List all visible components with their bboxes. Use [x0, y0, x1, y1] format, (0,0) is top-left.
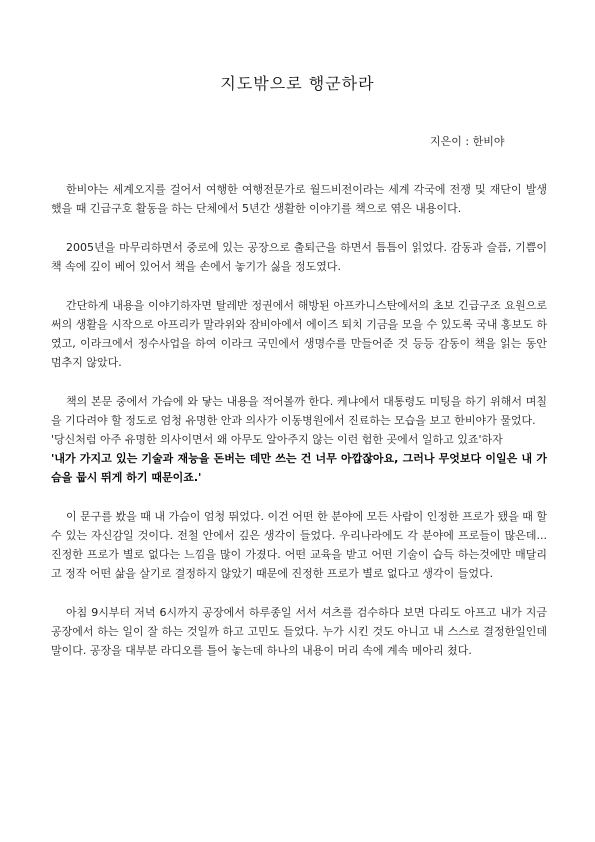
paragraph-reading: 2005년을 마무리하면서 중로에 있는 공장으로 출퇴근을 하면서 틈틈이 읽었다. 감동과 슬픔, 기쁨이 책 속에 깊이 베어 있어서 책을 손에서 놓기가 싫을 정도였다. [51, 241, 547, 273]
paragraph-question: '당신처럼 아주 유명한 의사이면서 왜 아무도 알아주지 않는 이런 험한 곳에서 일하고 있죠'하자 [51, 433, 503, 446]
document-title: 지도밖으로 행군하라 [220, 74, 375, 93]
document-body [51, 180, 547, 660]
paragraph-factory: 아침 9시부터 저녁 6시까지 공장에서 하루종일 서서 셔츠를 검수하다 보면 다리도 아프고 내가 지금 공장에서 하는 일이 잘 하는 것일까 하고 고민도 들었다. 누가 시킨 것도 아니고 내 스스로 결정한일인데 말이다. 공장을 대부분 라디오를 틀어 놓는데 하나의 내용이 머리 속에 계속 메아리 쳤다. [51, 606, 547, 657]
paragraph-quote-intro: 책의 본문 중에서 가슴에 와 닿는 내용을 적어볼까 한다. 케냐에서 대통령도 미팅을 하기 위해서 며칠을 기다려야 할 정도로 엄청 유명한 안과 의사가 이동병원에서 진료하는 모습을 보고 한비야가 물었다. [51, 395, 547, 427]
paragraph-bold-quote: '내가 가지고 있는 기술과 재능을 돈버는 데만 쓰는 건 너무 아깝잖아요, 그러나 무엇보다 이일은 내 가슴을 뭅시 뛰게 하기 때문이죠.' [51, 452, 547, 484]
paragraph-reflection: 이 문구를 봤을 때 내 가슴이 엄청 뛰었다. 이건 어떤 한 분야에 모든 사람이 인정한 프로가 됐을 때 할 수 있는 자신감일 것이다. 전철 안에서 깊은 생각이 들었다. 우리나라에도 각 분야에 프로들이 많은데...진정한 프로가 별로 없다는 느낌을 많이 가졌다. 어떤 교육을 받고 어떤 기술이 습득 하는것에만 매달리고 정작 어떤 삶을 살기로 결정하지 않았기 때문에 진정한 프로가 별로 없다고 생각이 들었다. [51, 510, 547, 580]
paragraph-intro: 한비야는 세계오지를 걸어서 여행한 여행전문가로 월드비전이라는 세계 각국에 전쟁 및 재단이 발생했을 때 긴급구호 활동을 하는 단체에서 5년간 생활한 이야기를 책으로 엮은 내용이다. [51, 183, 547, 215]
author-line: 지은이 : 한비야 [430, 135, 505, 148]
paragraph-summary: 간단하게 내용을 이야기하자면 탈레반 정권에서 해방된 아프카니스탄에서의 초보 긴급구조 요원으로써의 생활을 시작으로 아프리카 말라위와 잠비아에서 에이즈 퇴치 기금을 모을 수 있도록 국내 홍보도 하였고, 이라크에서 정수사업을 하여 이라크 국민에서 생명수를 만들어준 것 등등 감동이 책을 읽는 동안 멈추지 않았다. [51, 299, 547, 369]
